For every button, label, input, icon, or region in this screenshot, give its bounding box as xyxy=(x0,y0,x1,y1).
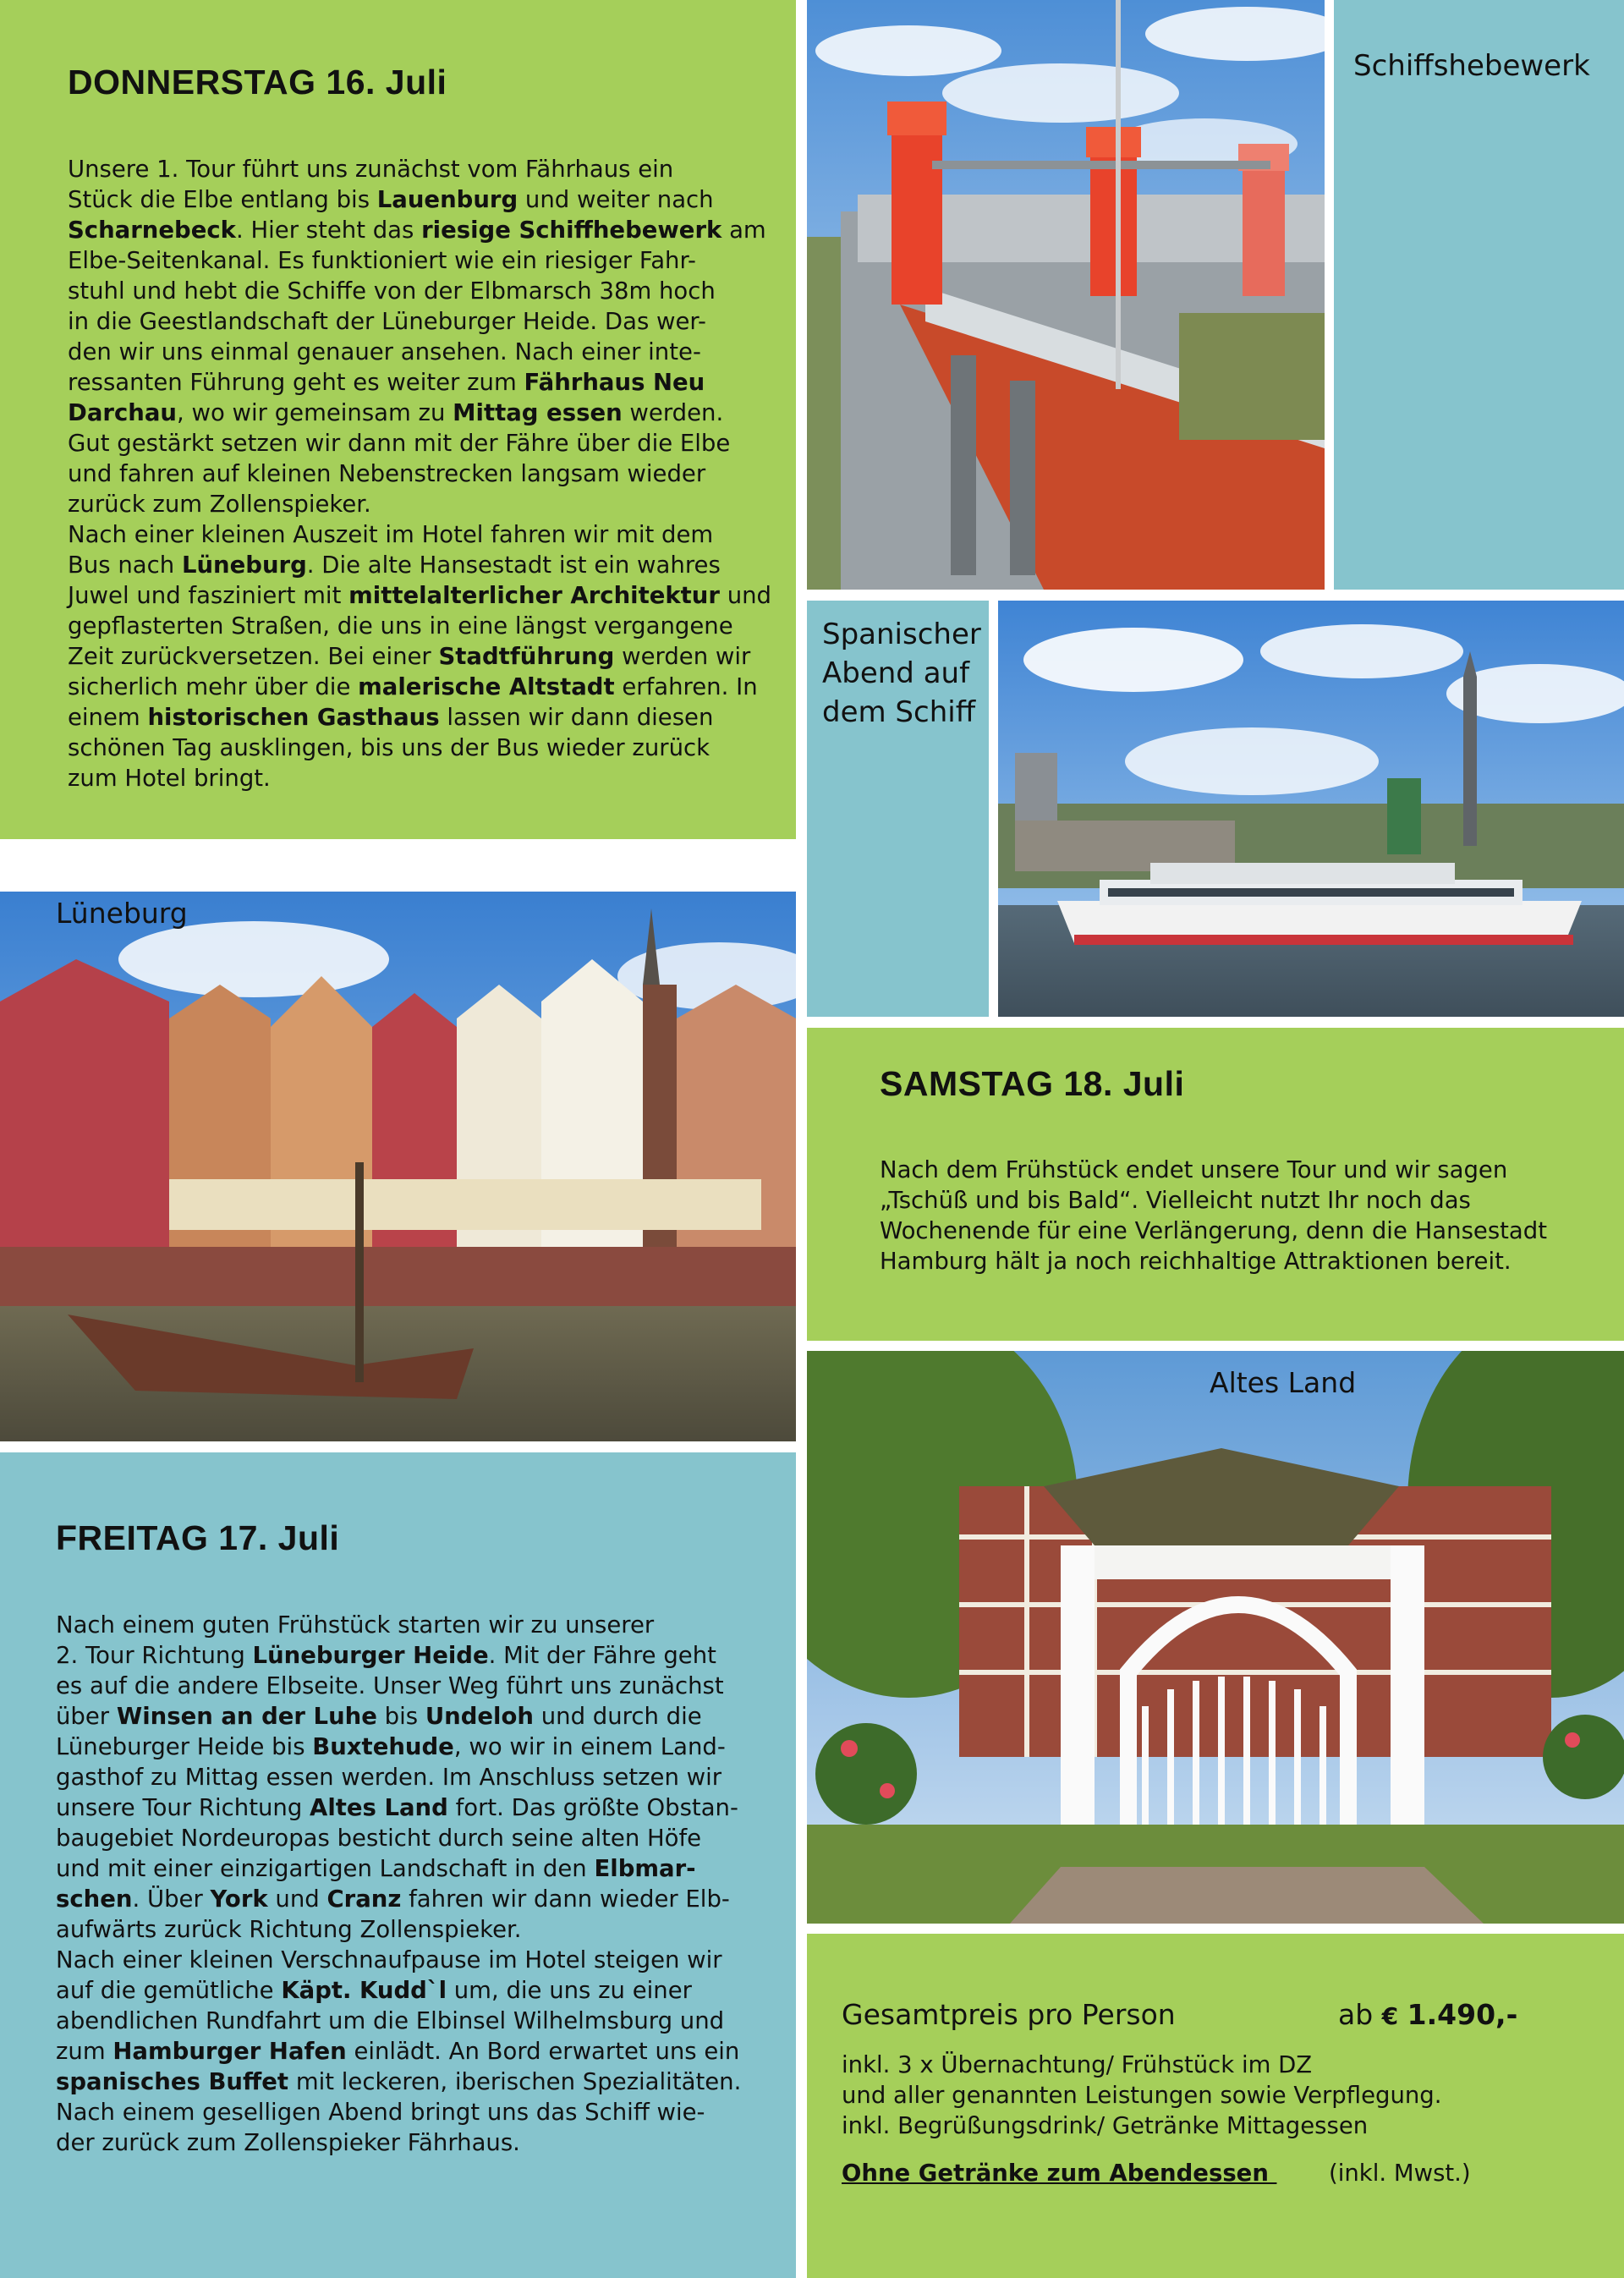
text-line: Hamburg hält ja noch reichhaltige Attraktionen bereit. xyxy=(880,1248,1512,1275)
currency-symbol: € xyxy=(1381,2002,1399,2030)
freitag-text xyxy=(56,1610,741,2158)
spanischer-abend-caption-line-2: Abend auf xyxy=(822,656,970,690)
text-line: 2. Tour Richtung Lüneburger Heide. Mit der Fähre geht xyxy=(56,1642,716,1669)
text-line: gasthof zu Mittag essen werden. Im Anschluss setzen wir xyxy=(56,1764,722,1791)
donnerstag-text xyxy=(68,154,771,793)
text-line: Nach einem geselligen Abend bringt uns das Schiff wie- xyxy=(56,2099,705,2126)
drinks-excluded-note: Ohne Getränke zum Abendessen xyxy=(842,2160,1277,2187)
price-inclusion-line-2: und aller genannten Leistungen sowie Verpflegung. xyxy=(842,2082,1442,2109)
text-line: zurück zum Zollenspieker. xyxy=(68,491,371,518)
text-line: Lüneburger Heide bis Buxtehude, wo wir in einem Land- xyxy=(56,1733,726,1760)
text-line: Darchau, wo wir gemeinsam zu Mittag essen werden. xyxy=(68,399,724,426)
vat-note: (inkl. Mwst.) xyxy=(1329,2160,1471,2187)
text-line: Elbe-Seitenkanal. Es funktioniert wie ein riesiger Fahr- xyxy=(68,247,696,274)
text-line: stuhl und hebt die Schiffe von der Elbmarsch 38m hoch xyxy=(68,277,716,305)
ship-photo xyxy=(998,601,1624,1017)
price-inclusion-line-1: inkl. 3 x Übernachtung/ Frühstück im DZ xyxy=(842,2051,1313,2078)
spanischer-abend-caption-line-1: Spanischer xyxy=(822,618,981,651)
schiffshebewerk-caption-panel xyxy=(1334,0,1624,590)
altes-land-caption: Altes Land xyxy=(1210,1366,1357,1399)
text-line: den wir uns einmal genauer ansehen. Nach einer inte- xyxy=(68,338,701,365)
freitag-heading: FREITAG 17. Juli xyxy=(56,1518,340,1557)
price-inclusion-line-3: inkl. Begrüßungsdrink/ Getränke Mittagessen xyxy=(842,2112,1369,2139)
text-line: gepflasterten Straßen, die uns in eine längst vergangene xyxy=(68,612,733,639)
text-line: zum Hamburger Hafen einlädt. An Bord erwartet uns ein xyxy=(56,2038,740,2065)
text-line: schen. Über York und Cranz fahren wir dann wieder Elb- xyxy=(56,1886,730,1913)
text-line: es auf die andere Elbseite. Unser Weg führt uns zunächst xyxy=(56,1672,724,1699)
lueneburg-caption: Lüneburg xyxy=(56,897,188,930)
text-line: Zeit zurückversetzen. Bei einer Stadtführung werden wir xyxy=(68,643,751,670)
text-line: ressanten Führung geht es weiter zum Fährhaus Neu xyxy=(68,369,705,396)
text-line: Nach dem Frühstück endet unsere Tour und wir sagen xyxy=(880,1156,1508,1183)
text-line: der zurück zum Zollenspieker Fährhaus. xyxy=(56,2129,520,2156)
text-line: spanisches Buffet mit leckeren, iberischen Spezialitäten. xyxy=(56,2068,742,2095)
text-line: über Winsen an der Luhe bis Undeloh und durch die xyxy=(56,1703,702,1730)
text-line: Bus nach Lüneburg. Die alte Hansestadt ist ein wahres xyxy=(68,552,721,579)
text-line: sicherlich mehr über die malerische Altstadt erfahren. In xyxy=(68,673,758,700)
text-line: einem historischen Gasthaus lassen wir dann diesen xyxy=(68,704,714,731)
text-line: Nach einer kleinen Auszeit im Hotel fahren wir mit dem xyxy=(68,521,714,548)
samstag-text xyxy=(880,1155,1547,1276)
text-line: Wochenende für eine Verlängerung, denn die Hansestadt xyxy=(880,1217,1548,1244)
schiffshebewerk-photo xyxy=(807,0,1325,590)
text-line: schönen Tag ausklingen, bis uns der Bus wieder zurück xyxy=(68,734,710,761)
text-line: zum Hotel bringt. xyxy=(68,765,271,792)
text-line: und mit einer einzigartigen Landschaft in den Elbmar- xyxy=(56,1855,696,1882)
text-line: Nach einer kleinen Verschnaufpause im Hotel steigen wir xyxy=(56,1946,722,1973)
text-line: Juwel und fasziniert mit mittelalterlicher Architektur und xyxy=(68,582,772,609)
text-line: unsere Tour Richtung Altes Land fort. Das größte Obstan- xyxy=(56,1794,738,1821)
price-prefix: ab xyxy=(1338,1998,1374,2031)
text-line: Gut gestärkt setzen wir dann mit der Fähre über die Elbe xyxy=(68,430,731,457)
text-line: Scharnebeck. Hier steht das riesige Schiffhebewerk am xyxy=(68,217,766,244)
text-line: aufwärts zurück Richtung Zollenspieker. xyxy=(56,1916,522,1943)
altes-land-photo xyxy=(807,1351,1624,1924)
price-label: Gesamtpreis pro Person xyxy=(842,1998,1176,2031)
text-line: baugebiet Nordeuropas besticht durch seine alten Höfe xyxy=(56,1825,702,1852)
samstag-heading: SAMSTAG 18. Juli xyxy=(880,1064,1185,1103)
text-line: abendlichen Rundfahrt um die Elbinsel Wilhelmsburg und xyxy=(56,2007,725,2034)
lueneburg-photo xyxy=(0,892,796,1441)
schiffshebewerk-caption: Schiffshebewerk xyxy=(1353,49,1590,83)
donnerstag-heading: DONNERSTAG 16. Juli xyxy=(68,63,447,102)
text-line: und fahren auf kleinen Nebenstrecken langsam wieder xyxy=(68,460,706,487)
price-value xyxy=(1338,1998,1517,2031)
price-amount: 1.490,- xyxy=(1407,1998,1518,2031)
spanischer-abend-caption xyxy=(822,615,981,732)
text-line: in die Geestlandschaft der Lüneburger Heide. Das wer- xyxy=(68,308,706,335)
text-line: Unsere 1. Tour führt uns zunächst vom Fährhaus ein xyxy=(68,156,674,183)
text-line: Stück die Elbe entlang bis Lauenburg und weiter nach xyxy=(68,186,714,213)
text-line: „Tschüß und bis Bald“. Vielleicht nutzt Ihr noch das xyxy=(880,1187,1471,1214)
text-line: Nach einem guten Frühstück starten wir zu unserer xyxy=(56,1611,655,1639)
text-line: auf die gemütliche Käpt. Kudd`l um, die uns zu einer xyxy=(56,1977,692,2004)
spanischer-abend-caption-line-3: dem Schiff xyxy=(822,695,976,729)
